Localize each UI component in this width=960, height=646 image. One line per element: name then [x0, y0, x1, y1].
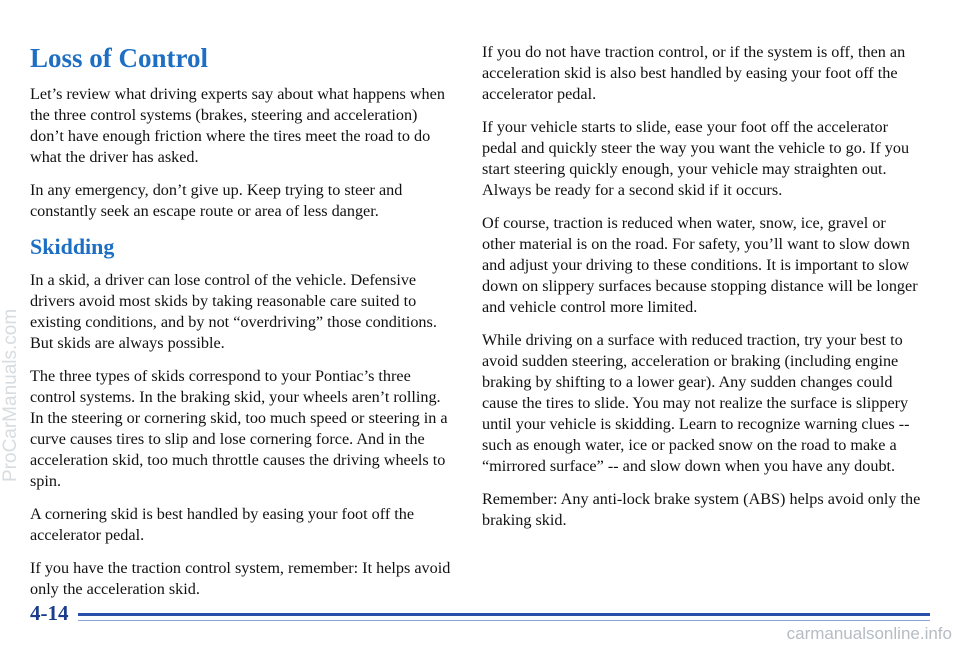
page-title: Loss of Control: [30, 43, 209, 73]
cornering-skid-paragraph: A cornering skid is best handled by easing your foot off the accelerator pedal.: [30, 505, 415, 544]
intro-paragraph: Let’s review what driving experts say about what happens when the three control systems (brakes, steering and acceleration) don’t have enough friction where the tires meet the road to do what the driver has asked.: [30, 85, 445, 166]
left-column: [30, 42, 455, 612]
side-watermark: ProCarManuals.com: [0, 308, 21, 482]
slide-paragraph: If your vehicle starts to slide, ease your foot off the accelerator pedal and quickly steer the way you want the vehicle to go. If you start steering quickly enough, your vehicle may straighten out. Always be ready for a second skid if it occurs.: [482, 118, 910, 199]
site-watermark: carmanualsonline.info: [786, 624, 952, 643]
footer-rule: [78, 613, 930, 616]
skid-types-paragraph: The three types of skids correspond to your Pontiac’s three control systems. In the braking skid, your wheels aren’t rolling. In the steering or cornering skid, too much speed or steering in a curve causes tires to slip and lose cornering force. And in the acceleration skid, too much throttle causes the driving wheels to spin.: [30, 367, 448, 490]
section-heading-skidding: Skidding: [30, 234, 115, 259]
abs-paragraph: Remember: Any anti-lock brake system (ABS) helps avoid only the braking skid.: [482, 490, 921, 529]
traction-control-paragraph: If you have the traction control system, remember: It helps avoid only the acceleration skid.: [30, 559, 451, 598]
no-traction-control-paragraph: If you do not have traction control, or if the system is off, then an acceleration skid is also best handled by easing your foot off the accelerator pedal.: [482, 43, 906, 103]
sudden-changes-paragraph: While driving on a surface with reduced traction, try your best to avoid sudden steering, acceleration or braking (including engine braking by shifting to a lower gear). Any sudden changes could cause the tires to slide. You may not realize the surface is slippery until your vehicle is skidding. Learn to recognize warning clues -- such as enough water, ice or packed snow on the road to make a “mirrored surface” -- and slow down when you have any doubt.: [482, 331, 910, 475]
emergency-paragraph: In any emergency, don’t give up. Keep trying to steer and constantly seek an escape route or area of less danger.: [30, 181, 403, 220]
footer-rule-thin: [78, 620, 930, 621]
page-number: 4-14: [30, 601, 69, 625]
reduced-traction-paragraph: Of course, traction is reduced when water, snow, ice, gravel or other material is on the road. For safety, you’ll want to slow down and adjust your driving to these conditions. It is important to slow down on slippery surfaces because stopping distance will be longer and vehicle control more limited.: [482, 214, 918, 316]
right-column: [482, 42, 922, 543]
page-footer: [30, 601, 910, 631]
skid-paragraph: In a skid, a driver can lose control of the vehicle. Defensive drivers avoid most skids by taking reasonable care suited to existing conditions, and by not “overdriving” those conditions. But skids are always possible.: [30, 271, 437, 352]
